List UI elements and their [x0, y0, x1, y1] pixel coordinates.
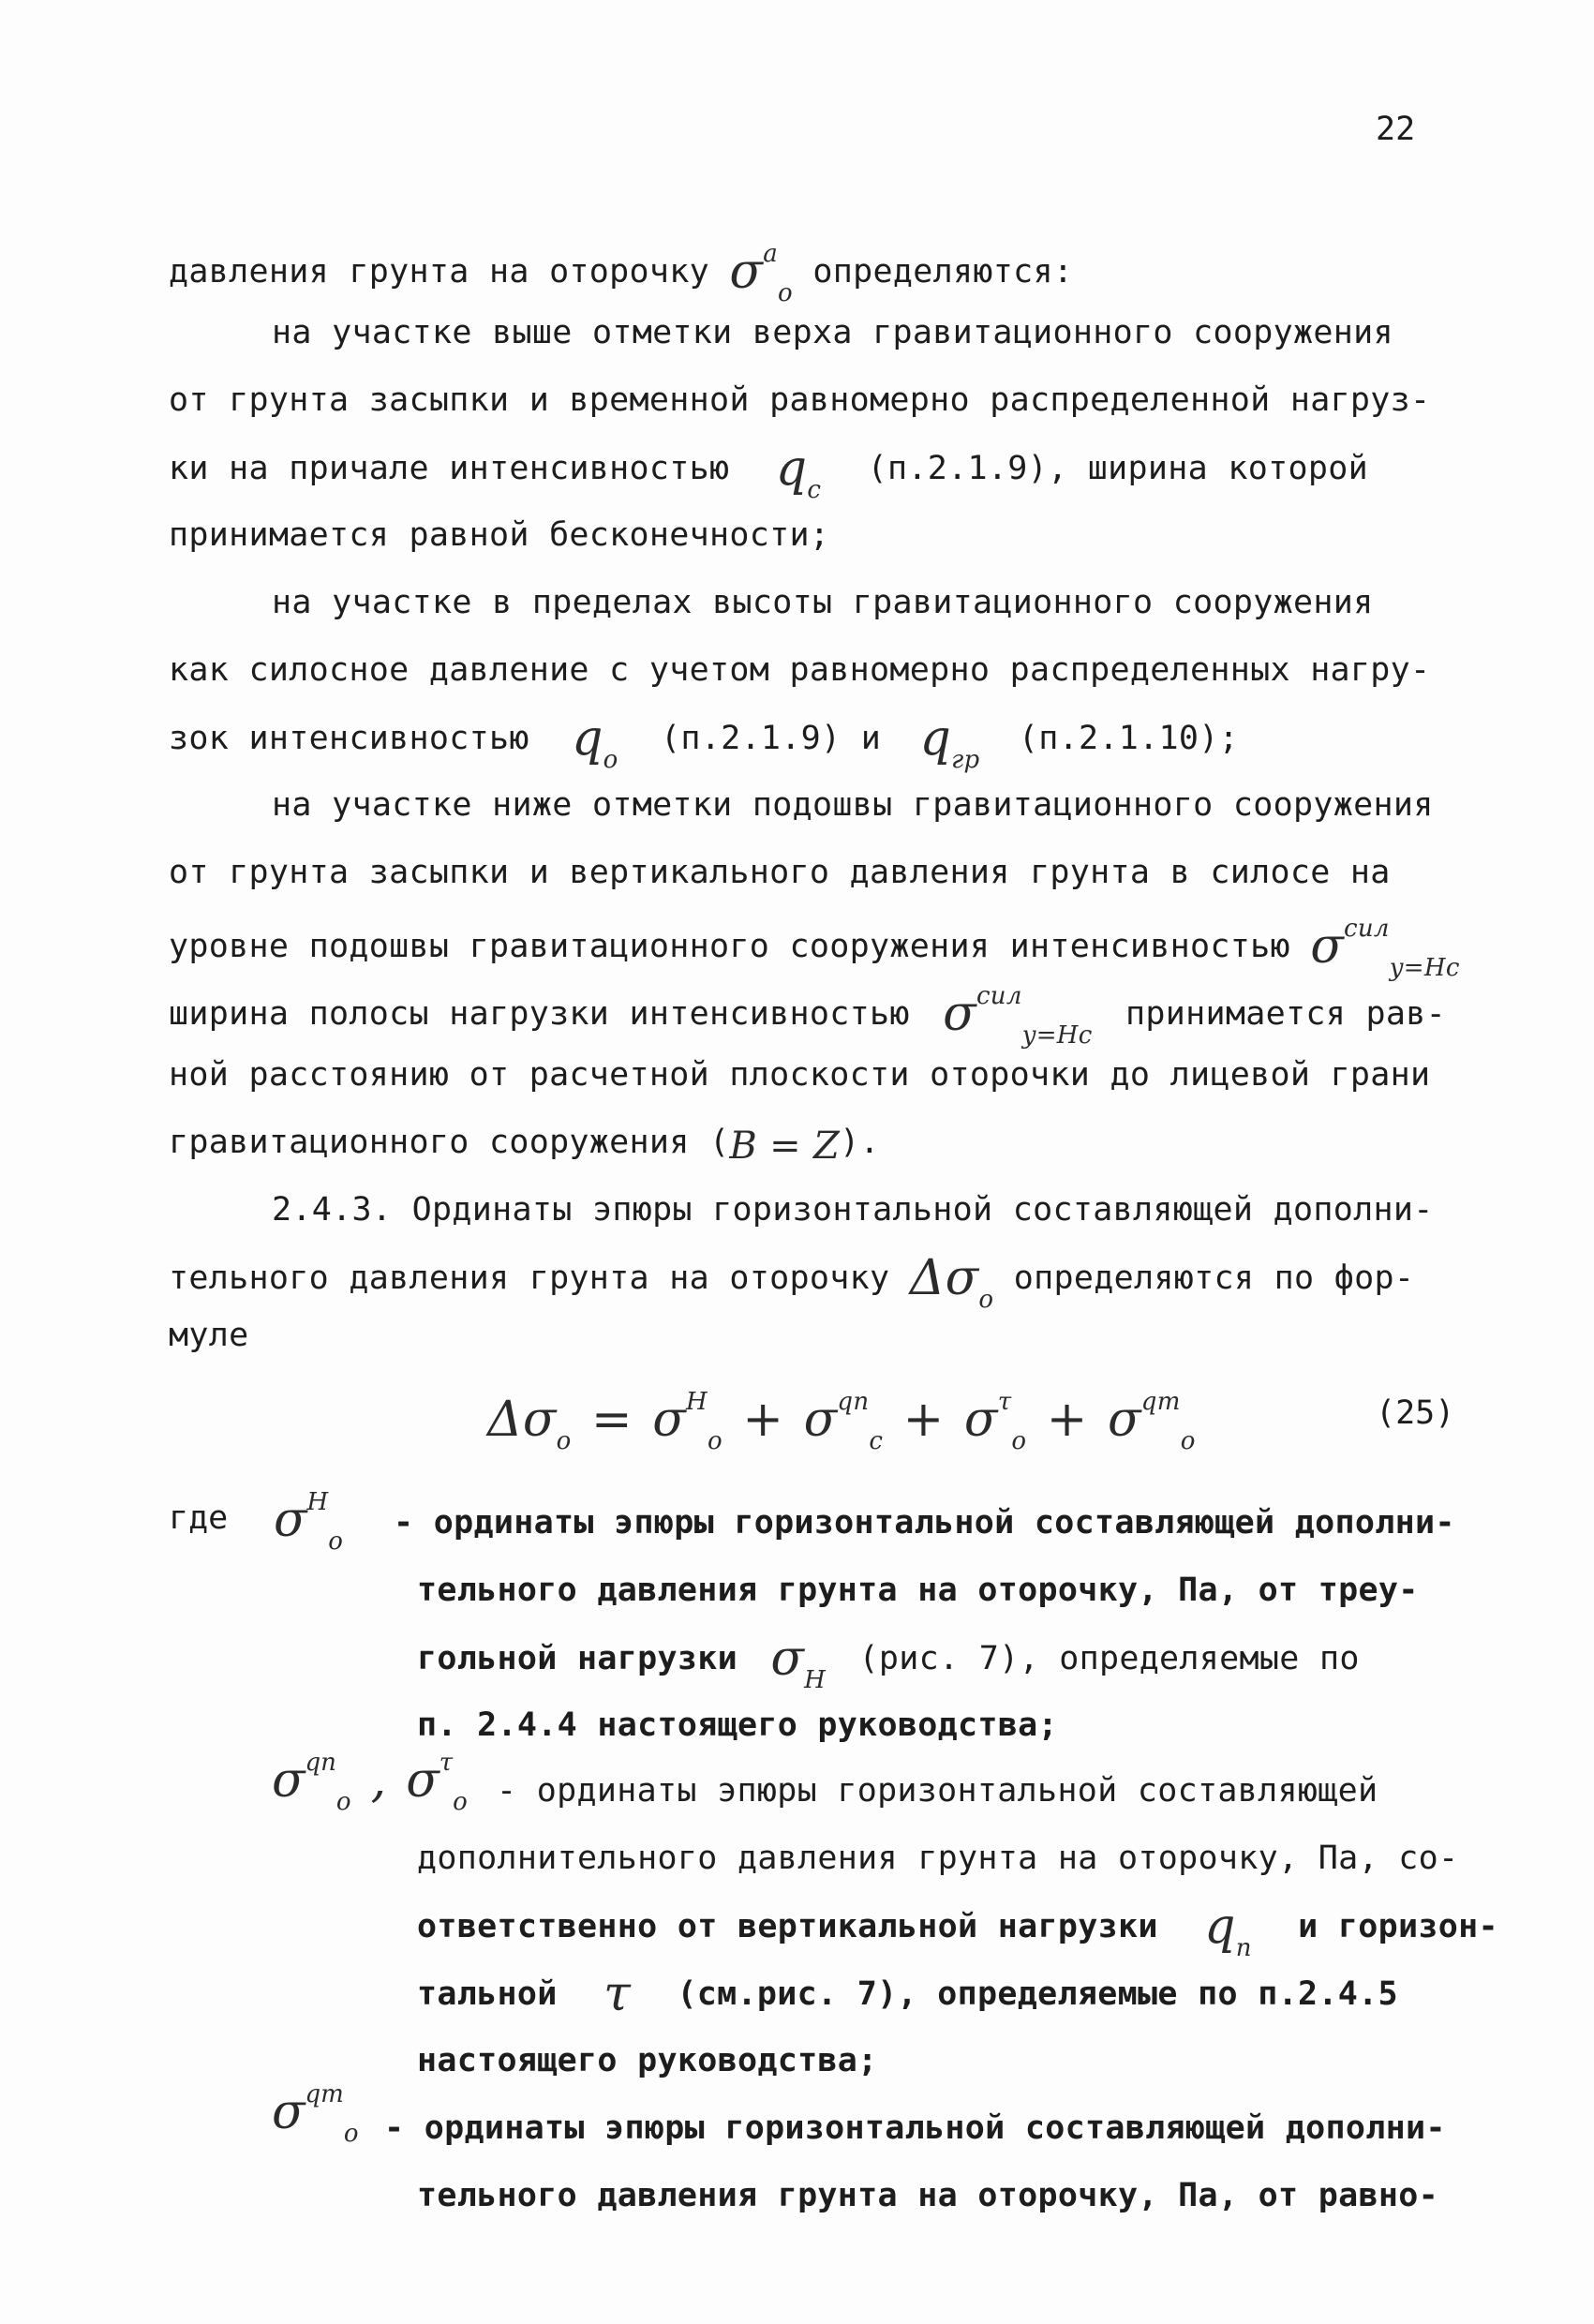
definition-1-line-1: - ординаты эпюры горизонтальной составляющей дополни- — [394, 1504, 1455, 1542]
definition-2-line-2: дополнительного давления грунта на оторочку, Па, со- — [417, 1840, 1459, 1877]
text-line-10: от грунта засыпки и вертикального давления грунта в силосе на — [169, 854, 1391, 891]
plus-sign: + — [902, 1392, 945, 1448]
formula-term: $\sigma^H_o$ — [652, 1388, 723, 1455]
text-line-17: муле — [169, 1317, 249, 1354]
formula-delta-sigma-o: $\Delta\sigma_o$ — [909, 1250, 994, 1314]
text-line-7: как силосное давление с учетом равномерно распределенных нагру- — [169, 651, 1431, 689]
formula-term: $\sigma^\tau_o$ — [963, 1388, 1027, 1455]
definition-3-line-2: тельного давления грунта на оторочку, Па, от равно- — [417, 2177, 1438, 2214]
text-fragment: принимается рав- — [1125, 995, 1446, 1033]
text-line-12 — [169, 984, 1446, 1048]
text-fragment: (п.2.1.9) и — [661, 720, 882, 757]
equation-25 — [487, 1378, 1196, 1462]
formula-q-n: $q_п$ — [1204, 1899, 1252, 1962]
text-line-11 — [169, 916, 1460, 980]
text-line-5: принимается равной бесконечности; — [169, 516, 830, 554]
definition-2-line-1: - ординаты эпюры горизонтальной составляющей — [497, 1772, 1378, 1810]
text-line-3: от грунта засыпки и временной равномерно распределенной нагруз- — [169, 381, 1431, 419]
definition-2-line-5: настоящего руководства; — [417, 2042, 878, 2079]
formula-term: $\sigma^{qп}_c$ — [803, 1388, 884, 1455]
formula-sigma-sil: $\sigma^{сил}_{y=Hc}$ — [943, 982, 1093, 1050]
text-fragment: уровне подошвы гравитационного сооружения интенсивностью — [169, 928, 1290, 965]
text-fragment: тельного давления грунта на оторочку — [169, 1259, 890, 1297]
text-fragment: ширина полосы нагрузки интенсивностью — [169, 995, 910, 1033]
formula-sigma-sil: $\sigma^{сил}_{y=Hc}$ — [1310, 915, 1460, 982]
text-line-8 — [169, 710, 1239, 774]
text-fragment: определяются по фор- — [1013, 1259, 1415, 1297]
formula-q-gr: $q_{гр}$ — [919, 710, 980, 774]
text-line-6: на участке в пределах высоты гравитационного сооружения — [272, 584, 1374, 621]
text-line-4 — [169, 440, 1368, 504]
equals-sign: = — [591, 1392, 633, 1448]
text-fragment: определяются: — [812, 253, 1074, 290]
formula-sigma-qt: $\sigma^{qт}_o$ — [272, 2080, 359, 2148]
definition-2-line-4 — [417, 1966, 1398, 2022]
text-fragment: и горизон- — [1298, 1908, 1498, 1945]
text-line-9: на участке ниже отметки подошвы гравитационного сооружения — [272, 786, 1434, 824]
formula-q-c: $q_c$ — [775, 440, 822, 504]
formula-sigma-o-a: $\sigma^a_o$ — [729, 240, 793, 307]
text-fragment: (п.2.1.9), ширина которой — [867, 450, 1368, 487]
definition-2-line-3 — [417, 1899, 1498, 1962]
formula-b-eq-z: B = Z — [729, 1125, 841, 1168]
text-fragment: давления грунта на оторочку — [169, 253, 710, 290]
formula-sigma-h: $\sigma_H$ — [770, 1631, 827, 1694]
formula-term: $\Delta\sigma_o$ — [487, 1392, 572, 1455]
text-line-15: 2.4.3. Ординаты эпюры горизонтальной составляющей дополни- — [272, 1191, 1434, 1229]
equation-number: (25) — [1376, 1394, 1455, 1432]
definition-3-line-1: - ординаты эпюры горизонтальной составляющей дополни- — [384, 2109, 1446, 2147]
definition-1-line-3 — [417, 1631, 1360, 1694]
text-fragment: (см.рис. 7), определяемые по п.2.4.5 — [677, 1975, 1398, 2013]
text-fragment: ответственно от вертикальной нагрузки — [417, 1908, 1158, 1945]
text-fragment: (п.2.1.10); — [1018, 720, 1239, 757]
text-fragment: тальной — [417, 1975, 558, 2013]
text-line-13: ной расстоянию от расчетной плоскости оторочки до лицевой грани — [169, 1056, 1431, 1094]
plus-sign: + — [1046, 1392, 1088, 1448]
text-fragment: ки на причале интенсивностью — [169, 450, 730, 487]
where-label: где — [169, 1499, 229, 1537]
text-line-14 — [169, 1119, 880, 1166]
formula-sigma-qn-tau: $\sigma^{qп}_o$ , $\sigma^\tau_o$ — [272, 1749, 468, 1816]
page-number: 22 — [1376, 111, 1416, 148]
text-fragment: гравитационного сооружения ( — [169, 1124, 730, 1161]
text-fragment: гольной нагрузки — [417, 1640, 737, 1677]
formula-term: $\sigma^{qт}_o$ — [1108, 1388, 1196, 1455]
plus-sign: + — [742, 1392, 784, 1448]
text-line-1 — [169, 242, 1073, 305]
text-line-16 — [169, 1250, 1415, 1314]
formula-q-o: $q_o$ — [572, 710, 618, 774]
text-fragment: зок интенсивностью — [169, 720, 529, 757]
text-line-2: на участке выше отметки верха гравитационного сооружения — [272, 314, 1393, 351]
text-fragment: ). — [840, 1124, 880, 1161]
formula-tau: τ — [603, 1966, 632, 2022]
formula-sigma-o-h: $\sigma^H_o$ — [274, 1488, 343, 1556]
definition-1-line-4: п. 2.4.4 настоящего руководства; — [417, 1706, 1058, 1744]
text-fragment: (рис. 7), определяемые по — [858, 1640, 1360, 1677]
definition-1-line-2: тельного давления грунта на оторочку, Па, от треу- — [417, 1572, 1419, 1609]
